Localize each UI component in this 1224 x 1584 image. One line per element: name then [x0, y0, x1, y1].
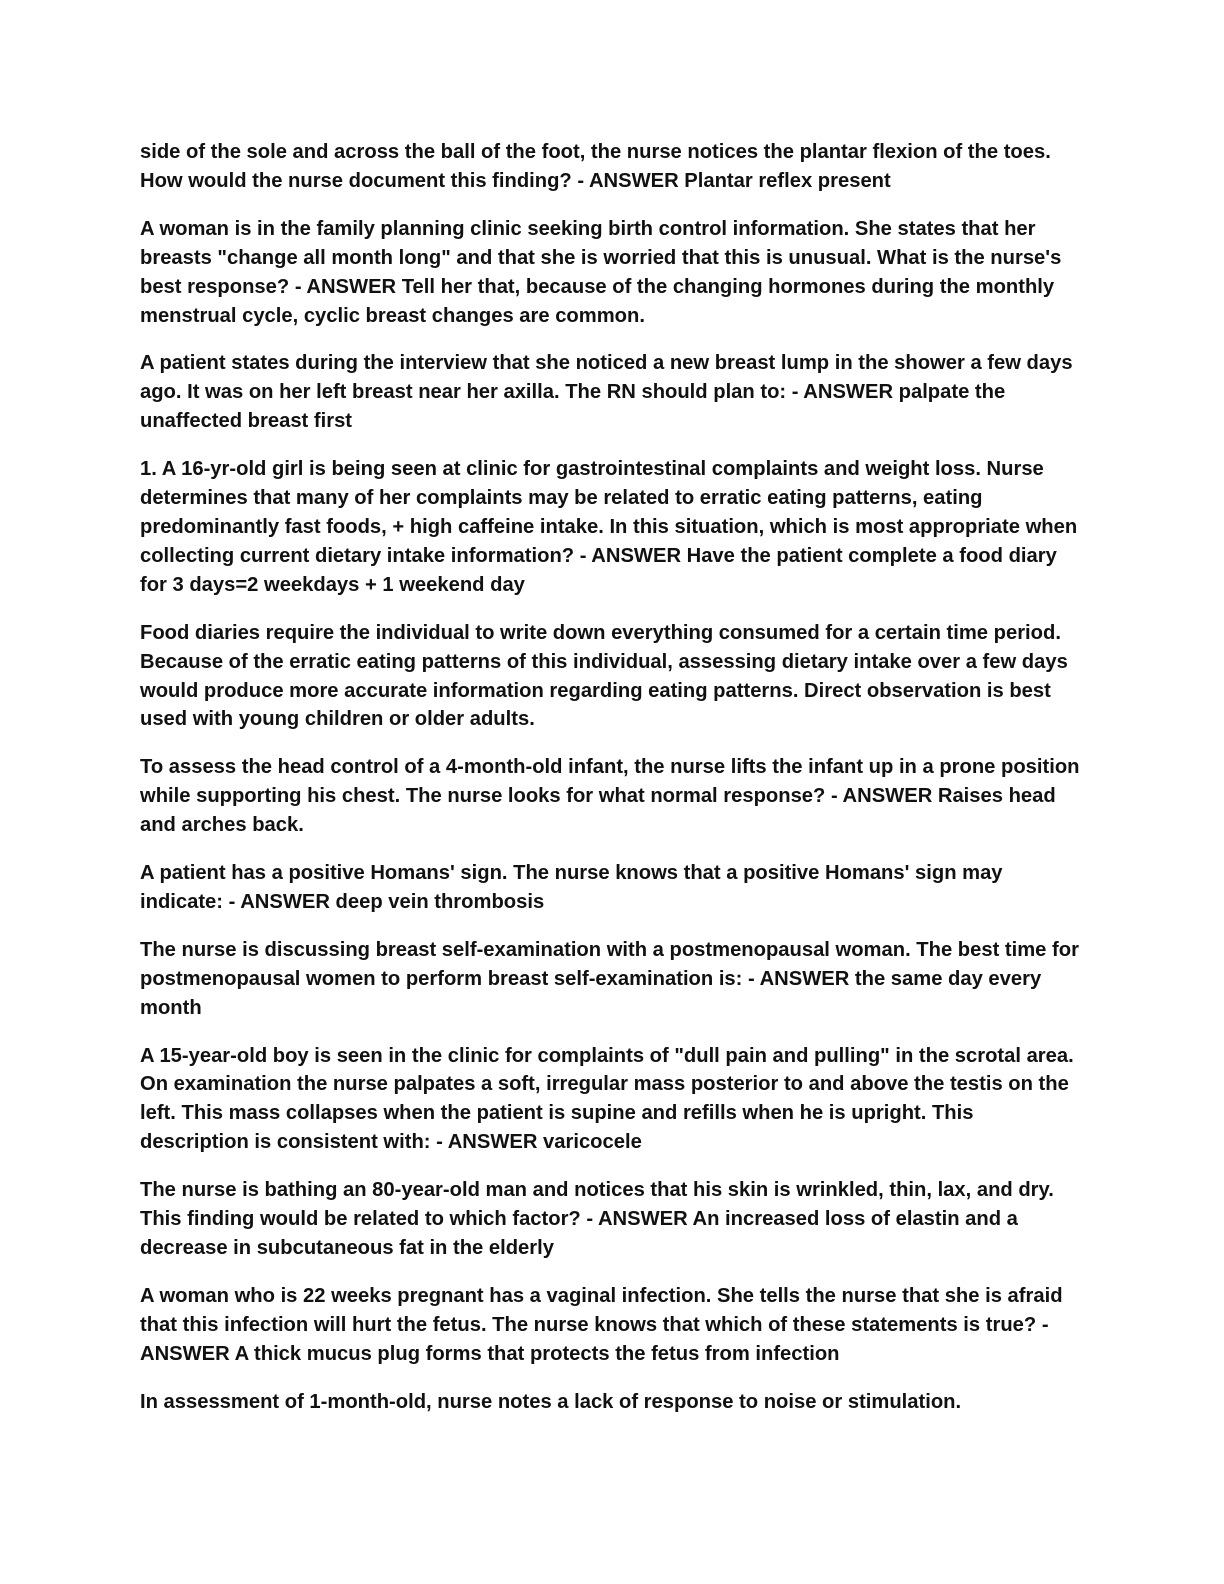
paragraph-food-diary-question: 1. A 16-yr-old girl is being seen at clinic for gastrointestinal complaints and weight loss. Nurse determines that many of her complaints may be related to erratic eating patterns, eating predominantly fast foods, + high caffeine intake. In this situation, which is most appropriate when collecting current dietary intake information? - ANSWER Have the patient complete a food diary for 3 days=2 weekdays + 1 weekend day — [140, 458, 1078, 596]
paragraph-elderly-skin: The nurse is bathing an 80-year-old man and notices that his skin is wrinkled, thin, lax, and dry. This finding would be related to which factor? - ANSWER An increased loss of elastin and a decrease in subcutaneous fat in the elderly — [140, 1179, 1054, 1259]
paragraph-varicocele: A 15-year-old boy is seen in the clinic for complaints of "dull pain and pulling" in the scrotal area. On examination the nurse palpates a soft, irregular mass posterior to and above the testis on the left. This mass collapses when the patient is supine and refills when he is upright. This description is consistent with: - ANSWER varicocele — [140, 1044, 1074, 1154]
paragraph-breast-changes: A woman is in the family planning clinic seeking birth control information. She states that her breasts "change all month long" and that she is worried that this is unusual. What is the nurse's best response? - ANSWER Tell her that, because of the changing hormones during the monthly menstrual cycle, cyclic breast changes are common. — [140, 217, 1062, 327]
paragraph-pregnancy-infection: A woman who is 22 weeks pregnant has a vaginal infection. She tells the nurse that she is afraid that this infection will hurt the fetus. The nurse knows that which of these statements is true? - ANSWER A thick mucus plug forms that protects the fetus from infection — [140, 1284, 1063, 1365]
document-body — [140, 138, 1080, 1436]
paragraph-head-control: To assess the head control of a 4-month-old infant, the nurse lifts the infant up in a prone position while supporting his chest. The nurse looks for what normal response? - ANSWER Raises head and arches back. — [140, 756, 1080, 837]
paragraph-homans-sign: A patient has a positive Homans' sign. The nurse knows that a positive Homans' sign may indicate: - ANSWER deep vein thrombosis — [140, 862, 1003, 913]
paragraph-plantar-reflex: side of the sole and across the ball of the foot, the nurse notices the plantar flexion of the toes. How would the nurse document this finding? - ANSWER Plantar reflex present — [140, 141, 1051, 192]
paragraph-infant-assessment: In assessment of 1-month-old, nurse notes a lack of response to noise or stimulation. — [140, 1390, 962, 1413]
paragraph-breast-lump: A patient states during the interview that she noticed a new breast lump in the shower a few days ago. It was on her left breast near her axilla. The RN should plan to: - ANSWER palpate the unaffected breast first — [140, 352, 1073, 433]
paragraph-food-diary-rationale: Food diaries require the individual to write down everything consumed for a certain time period. Because of the erratic eating patterns of this individual, assessing dietary intake over a few days would produce more accurate information regarding eating patterns. Direct observation is best used with young children or older adults. — [140, 621, 1068, 731]
paragraph-breast-self-exam: The nurse is discussing breast self-examination with a postmenopausal woman. The best time for postmenopausal women to perform breast self-examination is: - ANSWER the same day every month — [140, 938, 1079, 1019]
